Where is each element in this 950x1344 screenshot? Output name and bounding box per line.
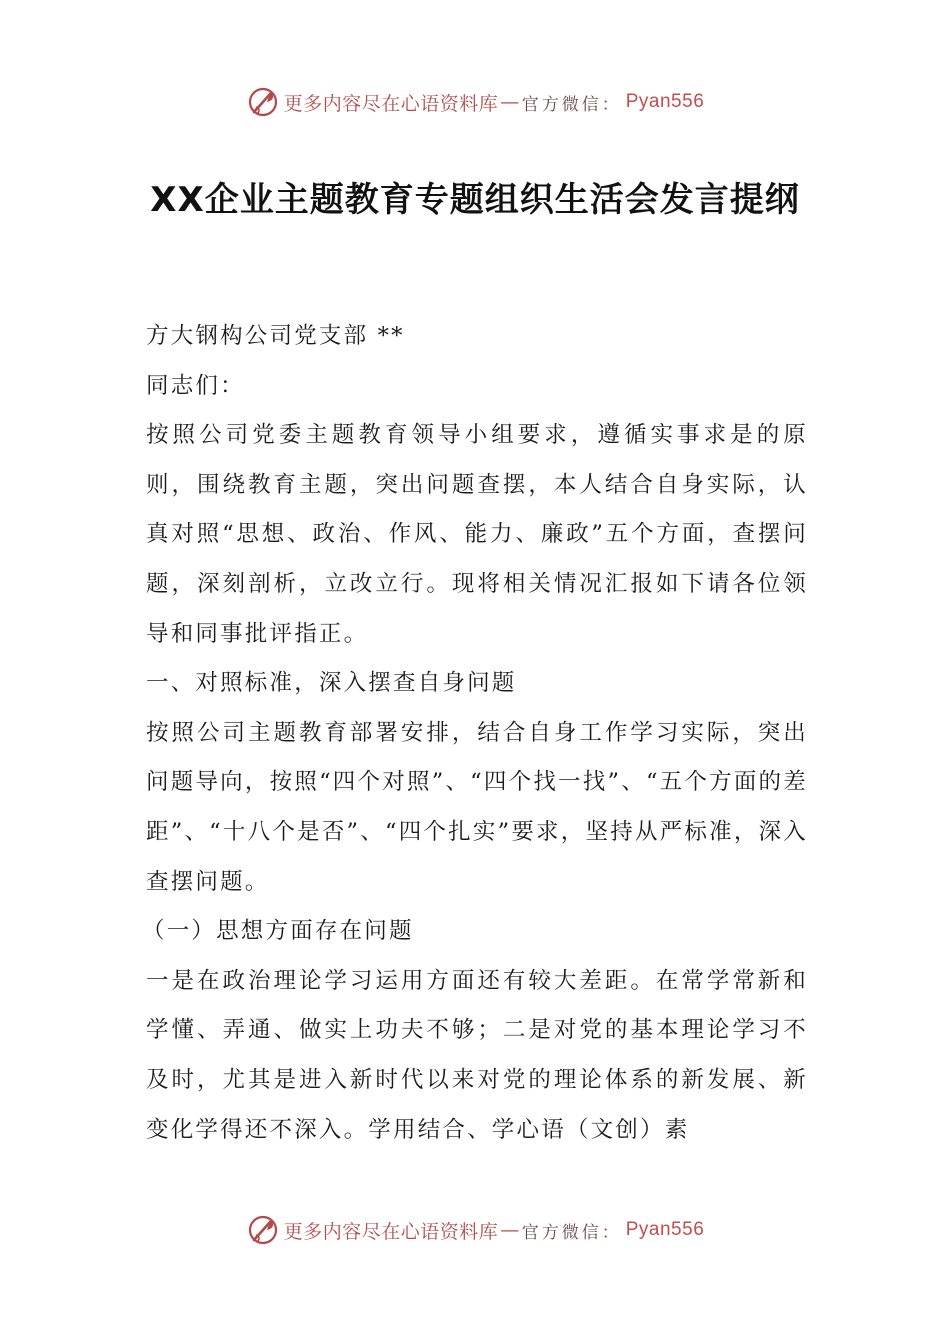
section-heading-1: 一、对照标准，深入摆查自身问题 (146, 670, 517, 697)
watermark-site-text: 更多内容尽在心语资料库 (283, 92, 499, 115)
salutation: 同志们： (146, 372, 245, 399)
section-1-paragraph: 按照公司主题教育部署安排，结合自身工作学习实际，突出问题导向，按照“四个对照”、“四个找一找”、“五个方面的差距”、“十八个是否”、“四个扎实”要求，坚持从严标准，深入查摆问题。 (146, 719, 808, 895)
watermark-handle: Pyan556 (625, 1219, 705, 1240)
author-line: 方大钢构公司党支部 ** (146, 323, 405, 349)
subsection-1-paragraph: 一是在政治理论学习运用方面还有较大差距。在常学常新和学懂、弄通、做实上功夫不够；二是对党的基本理论学习不及时，尤其是进入新时代以来对党的理论体系的新发展、新变化学得还不深入。学用结合、学心语（文创）素 (146, 967, 808, 1143)
page-title: XX企业主题教育专题组织生活会发言提纲 (150, 180, 800, 220)
watermark-site-text: 更多内容尽在心语资料库 (283, 1220, 499, 1243)
watermark-dash: — (500, 91, 520, 113)
watermark-official-text: 官方微信： (521, 94, 622, 115)
quill-pen-logo-icon (246, 1213, 280, 1247)
watermark-header (0, 82, 950, 122)
watermark-dash: — (500, 1219, 520, 1241)
quill-pen-logo-icon (246, 85, 280, 119)
intro-paragraph: 按照公司党委主题教育领导小组要求，遵循实事求是的原则，围绕教育主题，突出问题查摆，本人结合自身实际，认真对照“思想、政治、作风、能力、廉政”五个方面，查摆问题，深刻剖析，立改立行。现将相关情况汇报如下请各位领导和同事批评指正。 (146, 422, 808, 647)
subsection-heading-1: （一）思想方面存在问题 (142, 918, 414, 945)
watermark-official-text: 官方微信： (521, 1222, 622, 1243)
watermark-footer (0, 1210, 950, 1250)
watermark-handle: Pyan556 (625, 91, 705, 112)
document-body (142, 312, 808, 1155)
